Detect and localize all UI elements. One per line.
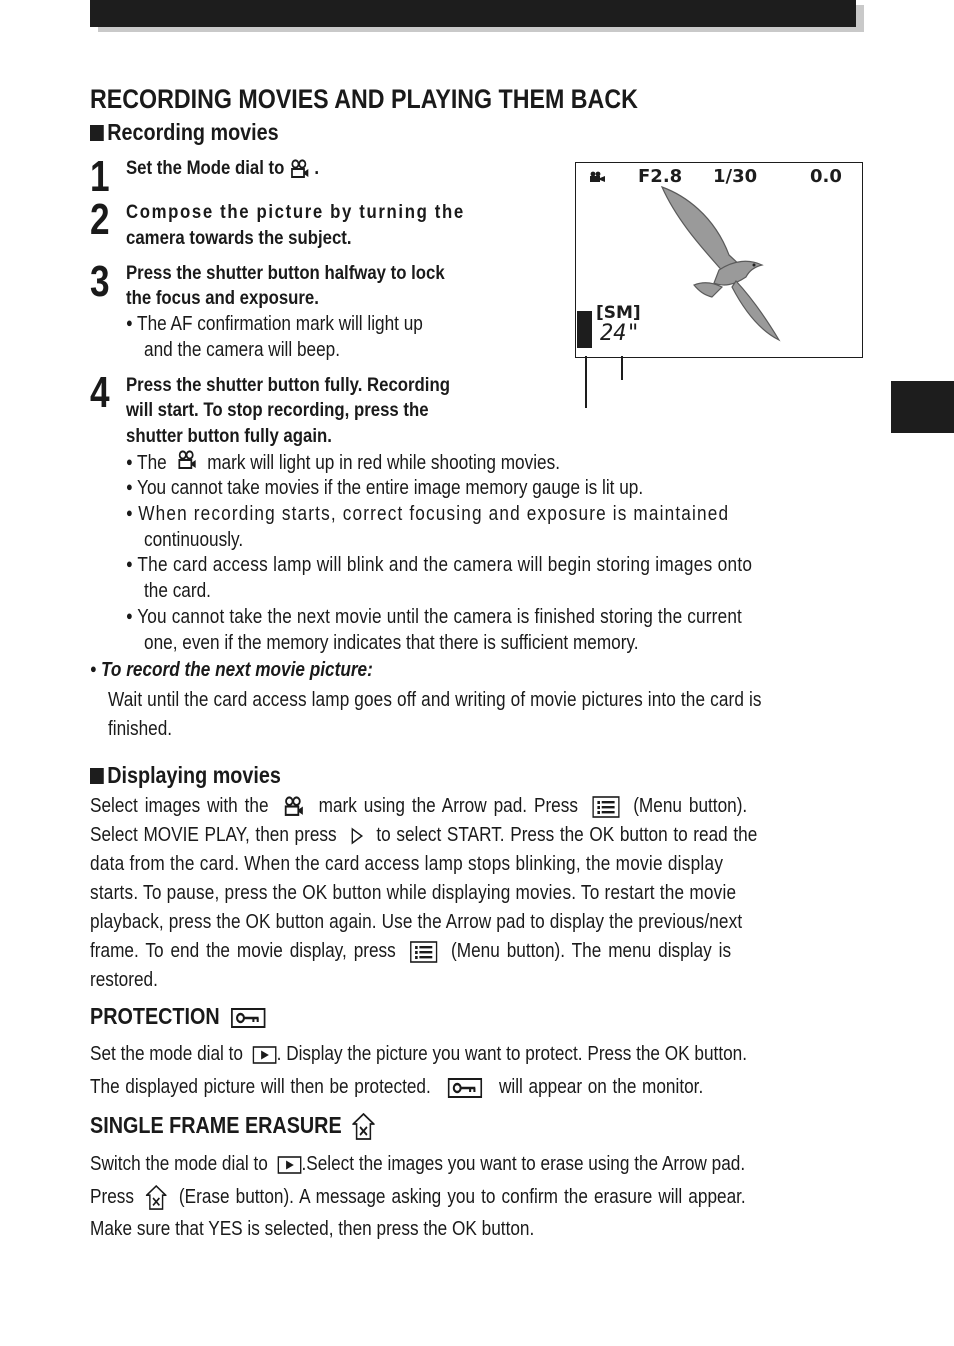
callout-line [621, 356, 623, 380]
callout-line [585, 356, 587, 408]
erasure-line: Make sure that YES is selected, then press the OK button. [90, 1218, 535, 1240]
lcd-monitor [575, 162, 863, 358]
bullet-item: ● You cannot take movies if the entire image memory gauge is lit up. [126, 476, 643, 503]
displaying-line: data from the card. When the card access lamp stops blinking, the movie display [90, 853, 724, 875]
step-number: 3 [90, 257, 110, 306]
step-3-note: and the camera will beep. [144, 339, 341, 361]
step-2-line: camera towards the subject. [126, 227, 352, 249]
section-displaying: Displaying movies [90, 762, 281, 789]
step-3-line: Press the shutter button halfway to lock [126, 262, 445, 284]
protection-line: Set the mode dial to . Display the picture you want to protect. Press the OK button. [90, 1043, 748, 1065]
seagull-image [654, 185, 789, 345]
movie-mode-icon [588, 171, 606, 183]
step-4-line: shutter button fully again. [126, 425, 332, 447]
lcd-seconds: 24" [600, 321, 640, 346]
memory-gauge [577, 311, 592, 348]
menu-icon [592, 796, 620, 818]
lcd-shutter: 1/30 [713, 166, 758, 187]
step-3-line: the focus and exposure. [126, 287, 319, 309]
page-title: RECORDING MOVIES AND PLAYING THEM BACK [90, 84, 638, 114]
lcd-quality: [SM] [596, 303, 641, 323]
displaying-line: Select MOVIE PLAY, then press to select START. Press the OK button to read the [90, 824, 758, 846]
square-bullet-icon [90, 125, 104, 141]
square-bullet-icon [90, 768, 104, 784]
lcd-exposure: 0.0 [810, 166, 842, 187]
bullet-continuation: continuously. [144, 529, 244, 551]
bullet-item: ● The card access lamp will blink and the camera will begin storing images onto [126, 553, 752, 580]
chapter-tab [891, 381, 954, 433]
step-2-line: Compose the picture by turning the [126, 201, 465, 223]
erase-icon [146, 1185, 167, 1211]
menu-icon [410, 941, 438, 963]
section-recording: Recording movies [90, 119, 279, 146]
bullet-continuation: one, even if the memory indicates that there is sufficient memory. [144, 632, 639, 654]
erase-icon [353, 1113, 375, 1141]
step-4-line: Press the shutter button fully. Recording [126, 374, 450, 396]
protection-line: The displayed picture will then be protected. will appear on the monitor. [90, 1076, 704, 1098]
right-arrow-icon [348, 826, 365, 846]
erasure-line: Switch the mode dial to .Select the images you want to erase using the Arrow pad. [90, 1153, 746, 1175]
protect-key-icon [231, 1008, 265, 1028]
next-movie-text: finished. [108, 718, 173, 740]
bullet-item: ● When recording starts, correct focusing and exposure is maintained [126, 502, 729, 529]
displaying-line: restored. [90, 969, 158, 991]
step-number: 2 [90, 195, 110, 244]
next-movie-title: ● To record the next movie picture: [90, 658, 373, 685]
displaying-line: playback, press the OK button again. Use the Arrow pad to display the previous/next [90, 911, 743, 933]
displaying-line: Select images with the mark using the Arrow pad. Press (Menu button). [90, 795, 748, 817]
movie-icon [282, 796, 304, 817]
displaying-line: starts. To pause, press the OK button while displaying movies. To restart the movie [90, 882, 737, 904]
lcd-aperture: F2.8 [638, 166, 683, 187]
bullet-item: ● You cannot take the next movie until the camera is finished storing the current [126, 605, 742, 632]
movie-icon [177, 450, 198, 470]
step-number: 4 [90, 368, 110, 417]
movie-icon [289, 159, 310, 179]
section-protection: PROTECTION [90, 1003, 265, 1030]
top-bar [90, 0, 856, 27]
play-icon [253, 1046, 277, 1064]
play-icon [277, 1156, 301, 1174]
displaying-line: frame. To end the movie display, press (Menu button). The menu display is [90, 940, 732, 962]
step-4-line: will start. To stop recording, press the [126, 399, 429, 421]
erasure-line: Press (Erase button). A message asking you to confirm the erasure will appear. [90, 1183, 746, 1212]
protect-key-icon [448, 1078, 482, 1098]
step-number: 1 [90, 152, 110, 201]
section-erasure: SINGLE FRAME ERASURE [90, 1112, 375, 1141]
step-3-note: ● The AF confirmation mark will light up [126, 312, 423, 339]
bullet-continuation: the card. [144, 580, 211, 602]
step-1: Set the Mode dial to . [126, 157, 320, 179]
next-movie-text: Wait until the card access lamp goes off and writing of movie pictures into the card is [108, 689, 762, 711]
bullet-item: ● The mark will light up in red while shooting movies. [126, 450, 560, 478]
